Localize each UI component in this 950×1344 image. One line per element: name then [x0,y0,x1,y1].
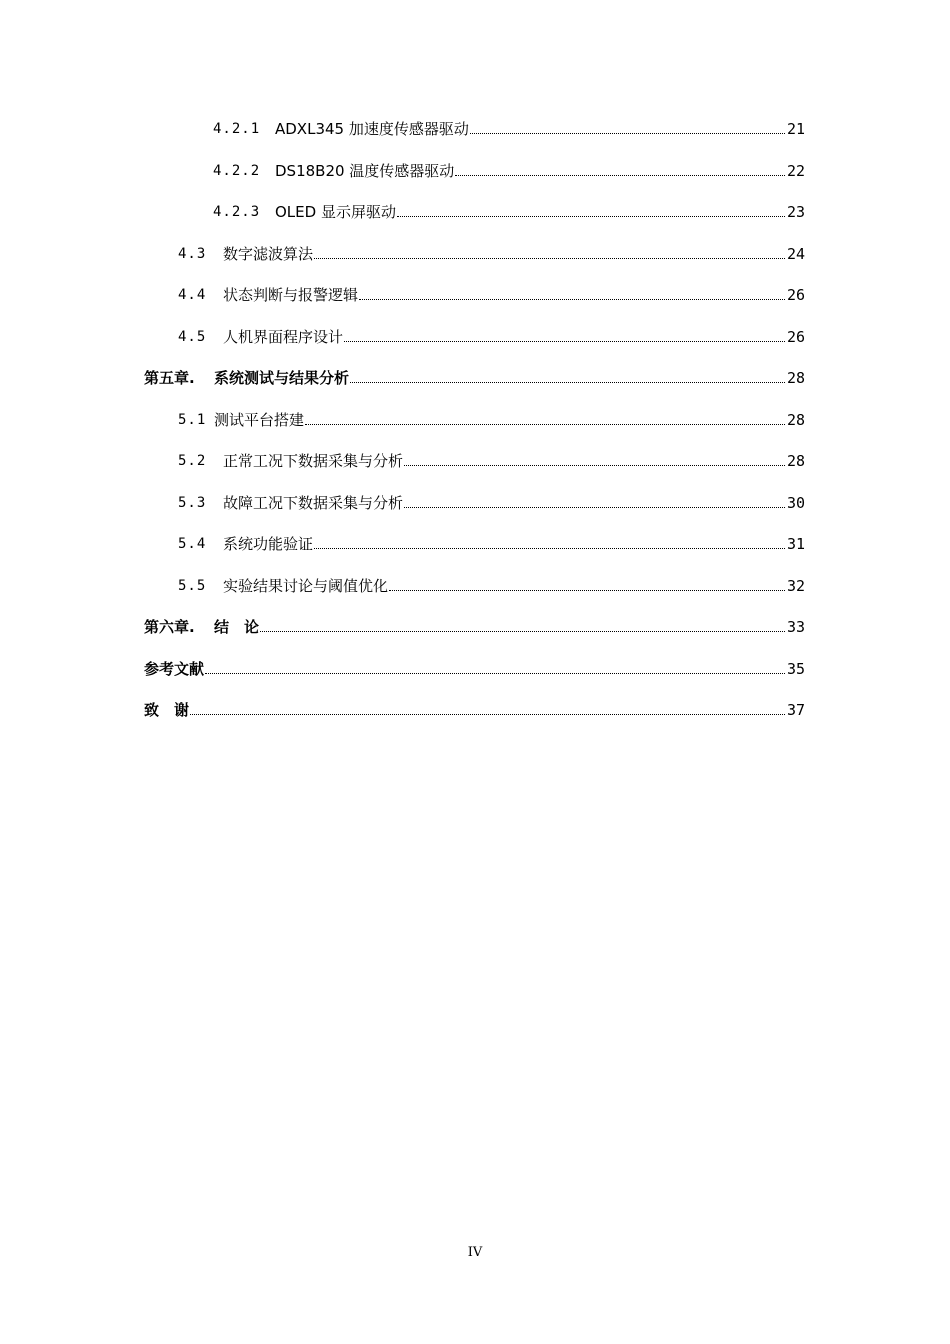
toc-entry-title: 结 论 [214,618,260,636]
toc-dot-leader [344,341,785,342]
toc-entry-title: 状态判断与报警逻辑 [223,286,359,304]
toc-entry-page: 28 [786,452,805,470]
toc-entry-page: 31 [786,535,805,553]
toc-entry-4-2-1[interactable] [213,115,805,139]
toc-dot-leader [205,673,785,674]
toc-entry-chapter-6[interactable] [144,613,805,637]
toc-entry-page: 21 [786,120,805,138]
toc-dot-leader [260,631,785,632]
toc-entry-title: 致 谢 [144,701,190,719]
toc-entry-5-4[interactable] [178,530,805,554]
toc-entry-references[interactable] [144,655,805,679]
toc-entry-page: 28 [786,369,805,387]
toc-entry-number: 4.4 [178,287,207,303]
toc-entry-number: 4.2.3 [213,204,261,220]
toc-entry-4-3[interactable] [178,240,805,264]
toc-entry-number: 5.2 [178,453,207,469]
toc-entry-page: 35 [786,660,805,678]
toc-dot-leader [314,548,785,549]
toc-dot-leader [470,133,785,134]
toc-entry-number: 4.5 [178,329,207,345]
toc-dot-leader [455,175,785,176]
toc-entry-5-2[interactable] [178,447,805,471]
toc-dot-leader [190,714,785,715]
toc-entry-title: 系统功能验证 [223,535,314,553]
toc-entry-page: 23 [786,203,805,221]
toc-dot-leader [359,299,785,300]
toc-dot-leader [404,507,785,508]
toc-entry-4-5[interactable] [178,323,805,347]
toc-dot-leader [397,216,785,217]
toc-entry-page: 26 [786,286,805,304]
toc-entry-title: 测试平台搭建 [214,411,305,429]
toc-entry-title: 正常工况下数据采集与分析 [223,452,404,470]
toc-entry-number: 5.1 [178,412,207,428]
toc-entry-4-2-3[interactable] [213,198,805,222]
toc-entry-5-3[interactable] [178,489,805,513]
toc-entry-page: 32 [786,577,805,595]
toc-entry-title: ADXL345 加速度传感器驱动 [275,120,469,138]
toc-entry-5-1[interactable] [178,406,805,430]
toc-entry-number: 第五章. [144,369,195,387]
toc-entry-page: 28 [786,411,805,429]
toc-entry-acknowledgements[interactable] [144,696,805,720]
toc-entry-page: 26 [786,328,805,346]
toc-entry-number: 4.2.1 [213,121,261,137]
toc-entry-number: 第六章. [144,618,195,636]
toc-entry-number: 4.2.2 [213,163,261,179]
page-number: IV [467,1245,483,1260]
toc-entry-title: 故障工况下数据采集与分析 [223,494,404,512]
toc-entry-title: 系统测试与结果分析 [214,369,350,387]
toc-entry-title: 参考文献 [144,660,205,678]
toc-entry-chapter-5[interactable] [144,364,805,388]
toc-dot-leader [389,590,785,591]
toc-dot-leader [305,424,785,425]
toc-entry-title: OLED 显示屏驱动 [275,203,396,221]
toc-entry-page: 22 [786,162,805,180]
toc-dot-leader [404,465,785,466]
toc-entry-page: 37 [786,701,805,719]
toc-entry-page: 24 [786,245,805,263]
toc-entry-title: 人机界面程序设计 [223,328,344,346]
toc-entry-page: 33 [786,618,805,636]
toc-dot-leader [314,258,785,259]
toc-dot-leader [350,382,785,383]
toc-entry-page: 30 [786,494,805,512]
toc-entry-number: 5.5 [178,578,207,594]
toc-entry-4-4[interactable] [178,281,805,305]
toc-entry-number: 4.3 [178,246,207,262]
toc-entry-number: 5.3 [178,495,207,511]
toc-entry-title: 实验结果讨论与阈值优化 [223,577,389,595]
toc-entry-5-5[interactable] [178,572,805,596]
toc-entry-title: DS18B20 温度传感器驱动 [275,162,455,180]
toc-entry-number: 5.4 [178,536,207,552]
toc-entry-4-2-2[interactable] [213,157,805,181]
toc-entry-title: 数字滤波算法 [223,245,314,263]
